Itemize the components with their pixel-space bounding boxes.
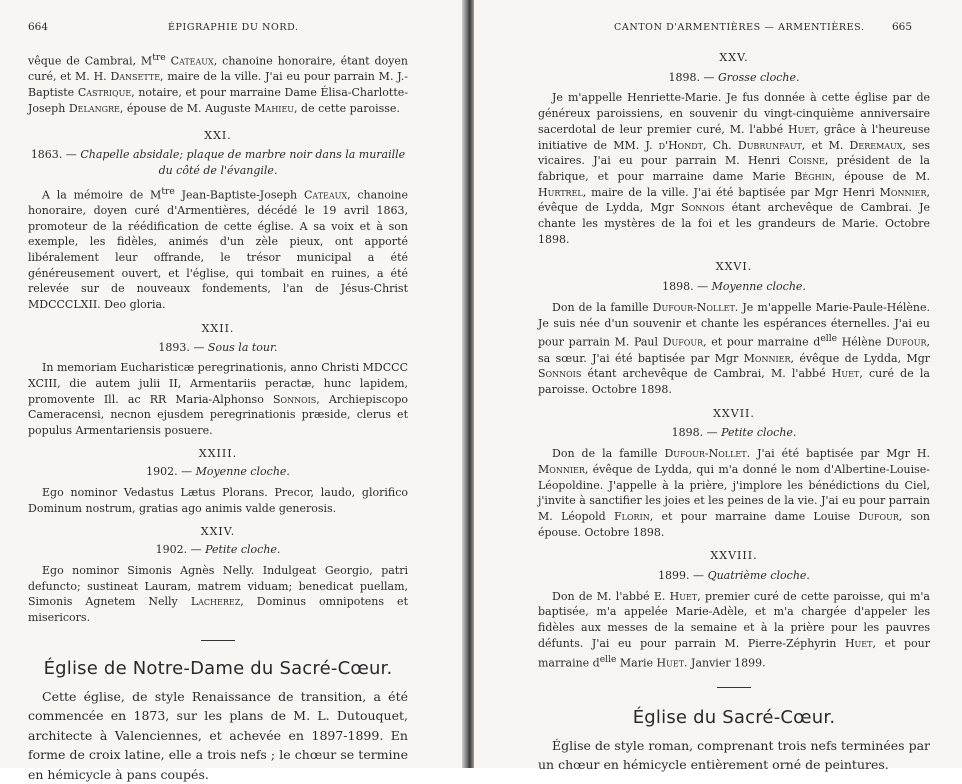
inscription-number-xxii: XXII. — [201, 321, 235, 335]
section-divider — [201, 640, 235, 641]
inscription-text-xxiv: Ego nominor Simonis Agnès Nelly. Indulgeat Georgio, patri defuncto; sustineat Lauram, matrem viduam; benedicat puellam, Simonis Agnetem Nelly Lacherez, Dominus omnipotens et misericors. — [28, 564, 408, 625]
inscription-text-xxiii: Ego nominor Vedastus Lætus Plorans. Precor, laudo, glorifico Dominum nostrum, gratias ago animis valde generosis. — [28, 486, 408, 515]
section-heading-sacre-coeur: Église du Sacré-Cœur. — [632, 706, 836, 728]
inscription-caption-xxviii: 1899. — Quatrième cloche. — [658, 569, 810, 583]
inscription-text-xxviii: Don de M. l'abbé E. Huet, premier curé de cette paroisse, qui m'a baptisée, m'a appelée Marie-Adèle, et m'a chargée d'appeler les fidèles aux messes de la semaine et à la prière pour les pauvres défunts. J'ai eu pour parrain M. Pierre-Zéphyrin Huet, et pour marraine $d^{elle}$ Marie Huet. Janvier 1899. — [538, 589, 930, 670]
inscription-number-xxi: XXI. — [204, 129, 232, 143]
section-heading-notre-dame: Église de Notre-Dame du Sacré-Cœur. — [43, 657, 393, 679]
inscription-text-xxvii: Don de la famille Dufour-Nollet. J'ai été baptisée par Mgr H. Monnier, évêque de Lydda, qui m'a donné le nom d'Albertine-Louise-Léopoldine. J'appelle à la prière, j'implore les bénédictions du Ciel, j'invite à sanctifier les joies et les peines de la vie. J'ai eu pour parrain M. Léopold Florin, et pour marraine dame Louise Dufour, son épouse. Octobre 1898. — [538, 447, 930, 539]
continuation-paragraph: vêque de Cambrai, $M^{tre}$ Cateaux, chanoine honoraire, étant doyen curé, et M. H. Dansette, maire de la ville. J'ai eu pour parrain M. J.-Baptiste Castrique, notaire, et pour marraine Dame Élisa-Charlotte-Joseph Delangre, épouse de M. Auguste Mahieu, de cette paroisse. — [28, 52, 409, 115]
page-number-left: 664 — [28, 21, 49, 33]
inscription-number-xxvii: XXVII. — [713, 406, 755, 420]
inscription-number-xxv: XXV. — [719, 51, 749, 64]
church-description-notre-dame: Cette église, de style Renaissance de transition, a été commencée en 1873, sur les plans de M. L. Dutouquet, architecte à Valenciennes, et achevée en 1897-1899. En forme de croix latine, elle a trois nefs ; le chœur se termine en hémicycle à pans coupés. — [28, 688, 408, 782]
section-divider — [717, 687, 751, 688]
inscription-text-xxvi: Don de la famille Dufour-Nollet. Je m'appelle Marie-Paule-Hélène. Je suis née d'un souvenir et chante les espérances éternelles. J'ai eu pour parrain M. Paul Dufour, et pour marraine $d^{elle}$ Hélène Dufour, sa sœur. J'ai été baptisée par Mgr Monnier, évêque de Lydda, Mgr Sonnois étant archevêque de Cambrai, M. l'abbé Huet, curé de la paroisse. Octobre 1898. — [538, 300, 931, 397]
inscription-caption-xxi: 1863. — Chapelle absidale; plaque de marbre noir dans la muraille du côté de l'évangile. — [30, 148, 406, 177]
inscription-text-xxii: In memoriam Eucharisticæ peregrinationis, anno Christi MDCCC XCIII, die autem julii II, Armentariis peractæ, hunc lapidem, promovente Ill. ac RR Maria-Alphonso Sonnois, Archiepiscopo Cameracensi, necnon ejusdem peregrinationis præside, clerus et populus Armentariensis posuere. — [28, 361, 409, 438]
running-header-left: ÉPIGRAPHIE DU NORD. — [168, 22, 299, 33]
inscription-caption-xxiv: 1902. — Petite cloche. — [155, 543, 281, 557]
page-number-right: 665 — [892, 21, 913, 33]
inscription-caption-xxvi: 1898. — Moyenne cloche. — [662, 280, 806, 294]
left-page — [0, 0, 468, 782]
inscription-number-xxiv: XXIV. — [200, 524, 236, 538]
inscription-text-xxi: A la mémoire de $M^{tre}$ Jean-Baptiste-Joseph Cateaux, chanoine honoraire, doyen curé d'Armentières, décédé le 19 avril 1863, promoteur de la réédification de cette église. A sa voix et à son exemple, les fidèles, animés d'un zèle pieux, ont apporté libéralement leur offrande, le trésor municipal a été généreusement ouvert, et l'église, qui tombait en ruines, a été relevée sur de nouveaux fondements, l'an de Jésus-Christ MDCCCLXII. Deo gloria. — [28, 185, 409, 312]
inscription-number-xxviii: XXVIII. — [710, 549, 758, 563]
inscription-caption-xxv: 1898. — Grosse cloche. — [668, 70, 800, 84]
running-header-right: CANTON D'ARMENTIÈRES — ARMENTIÈRES. — [614, 22, 865, 33]
inscription-caption-xxiii: 1902. — Moyenne cloche. — [146, 465, 290, 479]
inscription-caption-xxvii: 1898. — Petite cloche. — [671, 426, 797, 440]
inscription-caption-xxii: 1893. — Sous la tour. — [158, 340, 278, 354]
inscription-number-xxvi: XXVI. — [715, 260, 753, 274]
inscription-text-xxv: Je m'appelle Henriette-Marie. Je fus donnée à cette église par de généreux paroissiens, en souvenir du vingt-cinquième anniversaire sacerdotal de leur premier curé, M. l'abbé Huet, grâce à l'heureuse initiative de MM. J. d'Hondt, Ch. Dubrunfaut, et M. Deremaux, ses vicaires. J'ai eu pour parrain M. Henri Coisne, président de la fabrique, et pour marraine dame Marie Béghin, épouse de M. Hurtrel, maire de la ville. J'ai été baptisée par Mgr Henri Monnier, évêque de Lydda, Mgr Sonnois étant archevêque de Cambrai. Je chante les mystères de la foi et les grandeurs de Marie. Octobre 1898. — [538, 91, 931, 246]
inscription-number-xxiii: XXIII. — [198, 446, 238, 460]
left-column — [28, 50, 408, 784]
right-column — [538, 50, 930, 775]
church-description-sacre-coeur: Église de style roman, comprenant trois nefs terminées par un chœur en hémicycle entièrement orné de peintures. — [538, 737, 930, 773]
right-page — [474, 0, 962, 773]
